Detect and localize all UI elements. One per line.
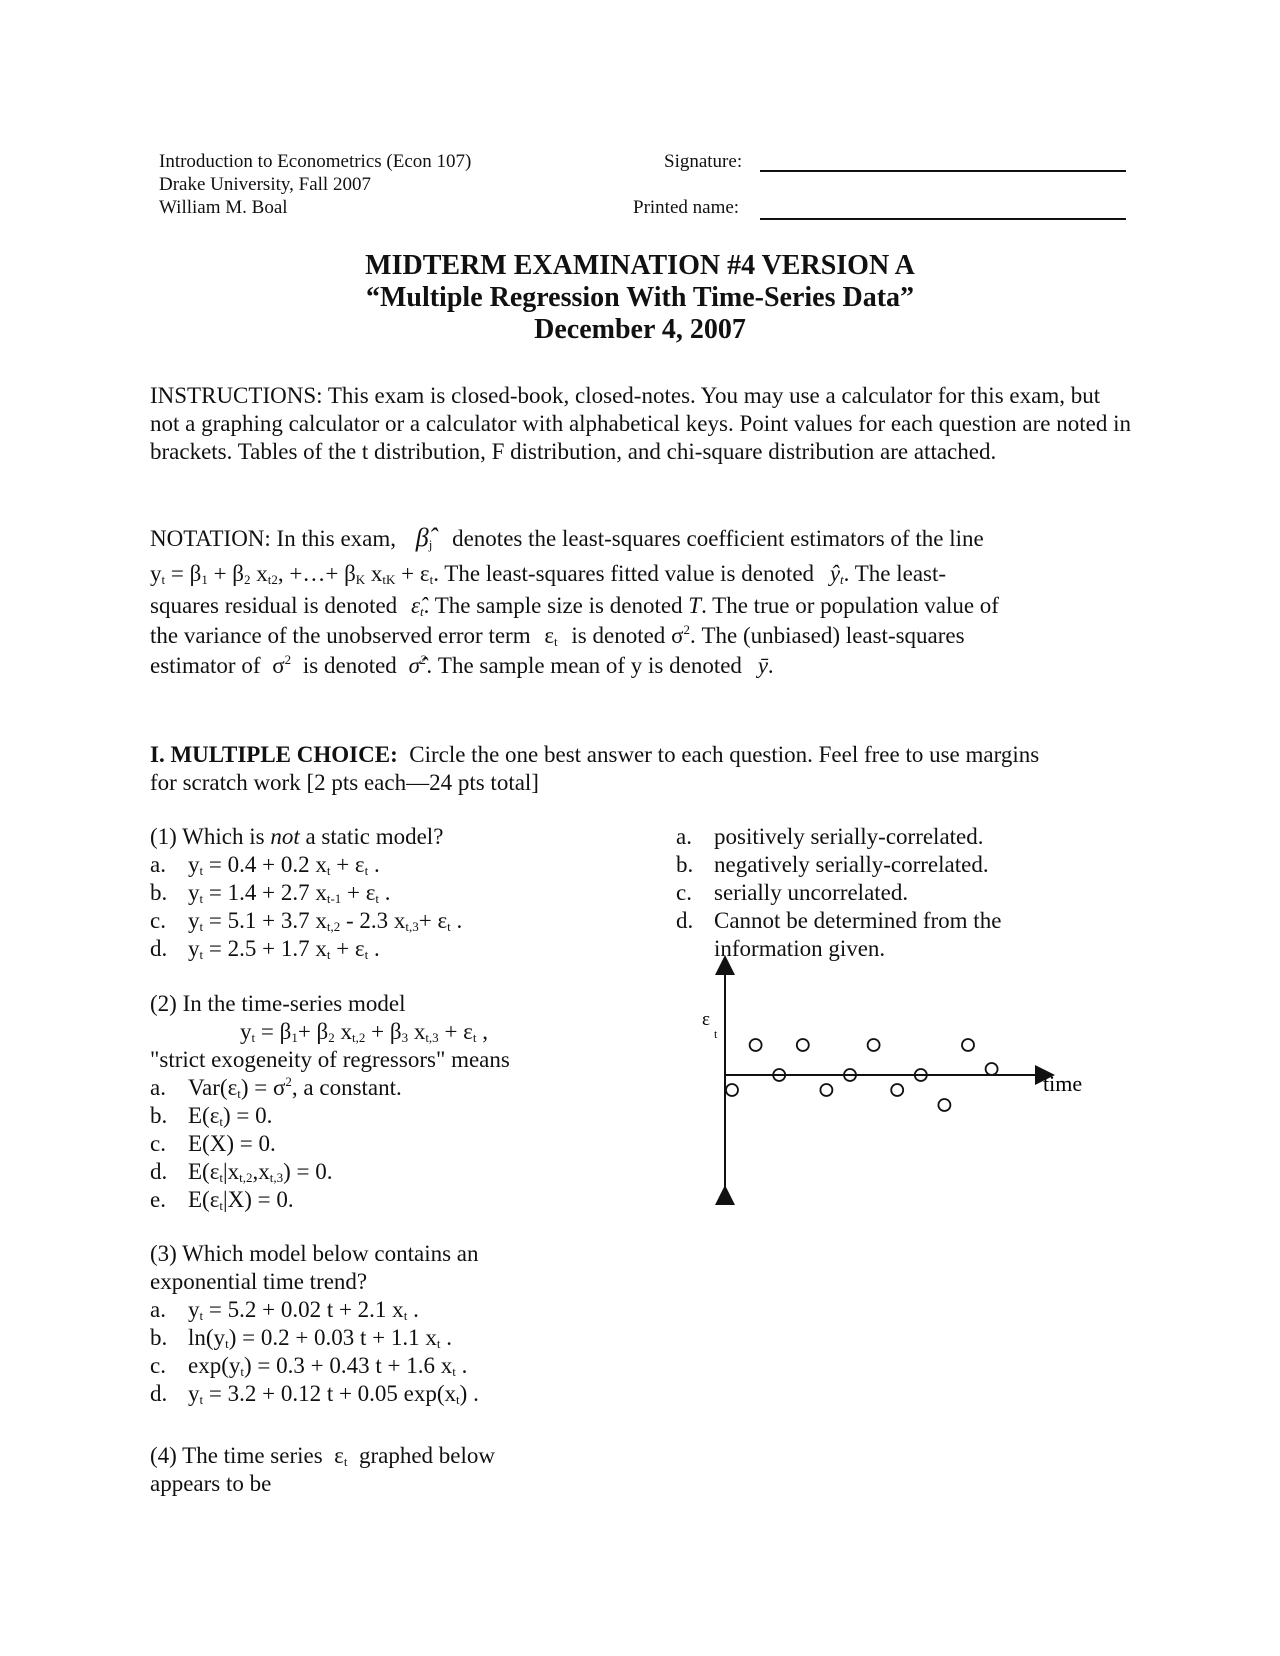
question-2-stem-cont: "strict exogeneity of regressors" means [150, 1047, 510, 1072]
q1-option-a[interactable]: a. $y_t = 0.4 + 0.2$ $x_t + \varepsilon_t$ . [150, 852, 380, 878]
q2-option-e[interactable]: e. $E(\varepsilon_t|X) = 0$. [150, 1187, 294, 1213]
question-2 [150, 990, 510, 1214]
residual-time-series-chart [680, 955, 1100, 1205]
question-1-stem: (1) Which is not a static model? [150, 824, 444, 849]
q4-options [676, 823, 1001, 963]
exam-date: December 4, 2007 [534, 314, 746, 345]
y-axis-label-sub: t [714, 1027, 718, 1041]
instructions: INSTRUCTIONS: This exam is closed-book, closed-notes. You may use a calculator for this exam, but not a graphing calculator or a calculator with alphabetical keys. Point values for each question are noted in brackets. Tables of the t distribution, F distribution, and chi-square distribution are attached. [150, 383, 1131, 464]
instructor-name: William M. Boal [159, 197, 288, 218]
x-axis-label: time [1043, 1071, 1083, 1096]
residual-point [868, 1039, 880, 1051]
exam-subtitle: “Multiple Regression With Time-Series Data” [365, 282, 915, 313]
q3-option-c[interactable]: c. $\exp(y_t) = 0.3 + 0.43$ t + 1.6 $x_t$ . [150, 1353, 468, 1379]
q2-option-b[interactable]: b. $E(\varepsilon_t) = 0$. [150, 1103, 273, 1129]
q4-option-d-cont: information given. [714, 936, 886, 961]
q2-option-d[interactable]: d. $E(\varepsilon_t|x_{t,2},x_{t,3}) = 0$. [150, 1159, 333, 1185]
residual-point [820, 1084, 832, 1096]
notation-line-2: $y_t = \beta_1 + \beta_2$ $x_{t2}$, +…+ $\beta_K$ $x_{tK} + \varepsilon_t$. The least-squares fitted value is denoted $ŷ_t$. The least- [150, 561, 947, 587]
residual-point [797, 1039, 809, 1051]
school-term: Drake University, Fall 2007 [159, 174, 371, 195]
q3-option-d[interactable]: d. $y_t = 3.2 + 0.12$ t + 0.05 $\exp(x_t)$ . [150, 1381, 479, 1407]
question-4-stem-cont: appears to be [150, 1471, 272, 1496]
q2-option-c[interactable]: c. E(X) = 0. [150, 1131, 276, 1156]
notation-line-1: NOTATION: In this exam, $\betâ_j$ denotes the least-squares coefficient estimators of the line [150, 523, 984, 552]
residual-point [962, 1039, 974, 1051]
q2-option-a[interactable]: a. $Var(\varepsilon_t) = \sigma^2$, a constant. [150, 1074, 402, 1101]
y-axis-label: ε [702, 1009, 710, 1030]
question-2-stem: (2) In the time-series model [150, 991, 406, 1016]
q3-option-a[interactable]: a. $y_t = 5.2 + 0.02$ t + 2.1 $x_t$ . [150, 1297, 419, 1323]
notation-line-5: estimator of $\sigma^2$ is denoted σ̂$^2$. The sample mean of y is denoted ȳ. [150, 652, 774, 678]
q1-option-d[interactable]: d. $y_t = 2.5 + 1.7$ $x_t + \varepsilon_t$ . [150, 936, 380, 962]
section-1-heading: I. MULTIPLE CHOICE: Circle the one best answer to each question. Feel free to use margins for scratch work [2 pts each—24 pts total] [150, 742, 1040, 795]
question-3-stem: (3) Which model below contains an [150, 1241, 479, 1266]
question-3 [150, 1240, 479, 1408]
q4-option-a[interactable]: a. positively serially-correlated. [676, 824, 984, 849]
question-4-stem: (4) The time series $\varepsilon_t$ graphed below [150, 1443, 496, 1469]
q4-option-d[interactable]: d. Cannot be determined from the [676, 908, 1002, 933]
q4-option-b[interactable]: b. negatively serially-correlated. [676, 852, 989, 877]
exam-title: MIDTERM EXAMINATION #4 VERSION A [365, 250, 915, 281]
q3-option-b[interactable]: b. $\ln(y_t) = 0.2 + 0.03$ t + 1.1 $x_t$ . [150, 1325, 453, 1351]
signature-label: Signature: [664, 151, 743, 172]
residual-point [986, 1063, 998, 1075]
question-1 [150, 823, 462, 963]
printed-name-label: Printed name: [633, 197, 740, 218]
question-2-model: $y_t = \beta_1+ \beta_2$ $x_{t,2} + \beta_3$ $x_{t,3} + \varepsilon_t$ , [240, 1019, 488, 1045]
q1-option-b[interactable]: b. $y_t = 1.4 + 2.7$ $x_{t-1} + \varepsilon_t$ . [150, 880, 391, 906]
residual-point [750, 1039, 762, 1051]
question-3-stem-cont: exponential time trend? [150, 1269, 368, 1294]
residual-point [938, 1099, 950, 1111]
question-4 [150, 1442, 495, 1498]
residual-point [726, 1084, 738, 1096]
course-name: Introduction to Econometrics (Econ 107) [159, 151, 472, 172]
notation-line-4: the variance of the unobserved error term $\varepsilon_t$ is denoted $\sigma^2$. The (unbiased) least-squares [150, 622, 965, 649]
notation-line-3: squares residual is denoted $\varepsilon̂_t$. The sample size is denoted T. The true or population value of [150, 593, 999, 619]
q4-option-c[interactable]: c. serially uncorrelated. [676, 880, 909, 905]
q1-option-c[interactable]: c. $y_t = 5.1 + 3.7$ $x_{t,2} - 2.3$ $x_{t,3}+ \varepsilon_t$ . [150, 908, 463, 934]
printed-name-line[interactable] [760, 218, 1126, 220]
residual-point [891, 1084, 903, 1096]
signature-line[interactable] [760, 170, 1126, 172]
